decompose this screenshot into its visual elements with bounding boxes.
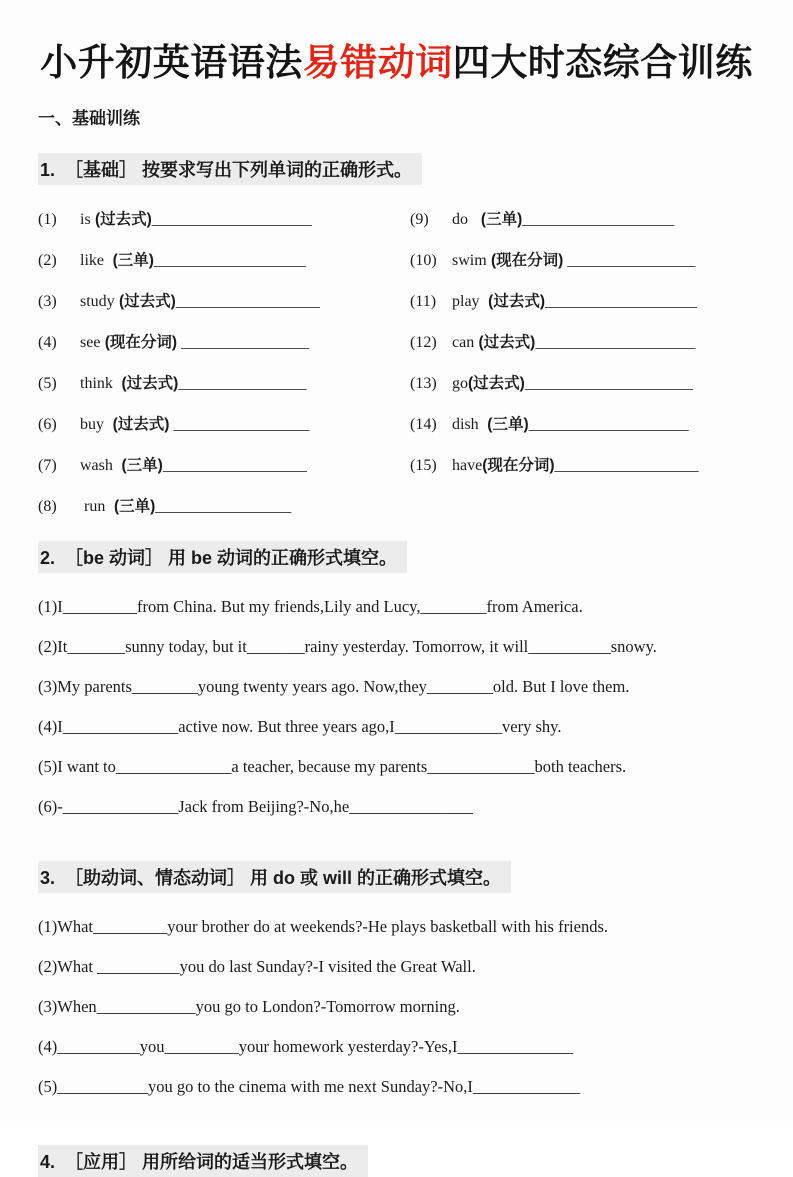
- word-item: [38, 494, 410, 516]
- word-form: (三单): [104, 252, 154, 269]
- word-word: see: [80, 334, 101, 351]
- word-item: [38, 371, 410, 393]
- word-blank: _________________: [155, 498, 292, 515]
- fill-in-sentence: (3)When____________you go to London?-Tomorrow morning.: [38, 997, 460, 1016]
- word-item: [38, 207, 410, 229]
- section-2-heading: 2. ［be 动词］ 用 be 动词的正确形式填空。: [38, 541, 407, 573]
- word-word: swim: [452, 252, 487, 269]
- sentence-list-3: [38, 917, 765, 1097]
- word-blank: __________________: [554, 457, 699, 474]
- word-blank: _________________: [169, 416, 310, 433]
- word-word: can: [452, 334, 475, 351]
- word-item: [410, 289, 765, 311]
- word-blank: ________________: [177, 334, 310, 351]
- word-blank: ____________________: [535, 334, 696, 351]
- fill-in-sentence: (1)I_________from China. But my friends,Lily and Lucy,________from America.: [38, 597, 583, 616]
- word-word: do: [452, 211, 468, 228]
- word-num: (6): [38, 416, 57, 433]
- fill-in-sentence: (1)What_________your brother do at weekends?-He plays basketball with his friends.: [38, 917, 609, 936]
- word-blank: ____________________: [528, 416, 689, 433]
- word-num: (15): [410, 457, 437, 474]
- fill-in-sentence: (4)__________you_________your homework yesterday?-Yes,I______________: [38, 1037, 573, 1056]
- word-form: (三单): [478, 416, 529, 433]
- word-blank: ___________________: [522, 211, 675, 228]
- word-list-right: [410, 207, 765, 535]
- title-highlight: 易错动词: [302, 42, 453, 83]
- word-item: [410, 412, 765, 434]
- page-title: [0, 0, 793, 86]
- word-item: [38, 330, 410, 352]
- word-blank: ________________: [563, 252, 696, 269]
- word-word: is: [80, 211, 91, 228]
- title-prefix: 小升初英语语法: [40, 42, 303, 83]
- word-num: (14): [410, 416, 437, 433]
- word-item: [410, 453, 765, 475]
- word-num: (4): [38, 334, 57, 351]
- fill-in-sentence: (6)-______________Jack from Beijing?-No,he_______________: [38, 797, 473, 816]
- word-form: (三单): [112, 457, 163, 474]
- word-form: (过去式): [114, 293, 176, 310]
- word-item: [410, 371, 765, 393]
- word-blank: __________________: [162, 457, 307, 474]
- word-num: (3): [38, 293, 57, 310]
- word-form: (现在分词): [100, 334, 178, 351]
- word-blank: ____________________: [151, 211, 312, 228]
- word-form: (现在分词): [482, 457, 555, 474]
- word-form: (过去式): [104, 416, 170, 433]
- word-list: [38, 207, 765, 535]
- word-item: [38, 453, 410, 475]
- word-word: like: [80, 252, 104, 269]
- word-word: buy: [80, 416, 104, 433]
- word-word: have: [452, 457, 483, 474]
- word-word: dish: [452, 416, 479, 433]
- word-num: (7): [38, 457, 57, 474]
- word-form: (过去式): [479, 293, 545, 310]
- section-3-heading: 3. ［助动词、情态动词］ 用 do 或 will 的正确形式填空。: [38, 861, 511, 893]
- word-num: (9): [410, 211, 429, 228]
- word-num: (10): [410, 252, 437, 269]
- word-blank: ___________________: [153, 252, 306, 269]
- word-form: (过去式): [474, 334, 536, 351]
- word-num: (11): [410, 293, 437, 310]
- word-form: (过去式): [468, 375, 525, 392]
- word-word: think: [80, 375, 113, 392]
- fill-in-sentence: (2)It_______sunny today, but it_______rainy yesterday. Tomorrow, it will__________snowy.: [38, 637, 657, 656]
- word-num: (1): [38, 211, 57, 228]
- word-item: [38, 412, 410, 434]
- word-word: run: [80, 498, 106, 515]
- fill-in-sentence: (3)My parents________young twenty years ago. Now,they________old. But I love them.: [38, 677, 630, 696]
- word-num: (12): [410, 334, 437, 351]
- word-list-left: [38, 207, 410, 535]
- word-num: (8): [38, 498, 57, 515]
- word-num: (2): [38, 252, 57, 269]
- fill-in-sentence: (2)What __________you do last Sunday?-I visited the Great Wall.: [38, 957, 476, 976]
- word-num: (5): [38, 375, 57, 392]
- fill-in-sentence: (4)I______________active now. But three years ago,I_____________very shy.: [38, 717, 562, 736]
- title-suffix: 四大时态综合训练: [452, 42, 753, 83]
- word-form: (过去式): [112, 375, 179, 392]
- section-1-heading: 1. ［基础］ 按要求写出下列单词的正确形式。: [38, 153, 422, 185]
- word-num: (13): [410, 375, 437, 392]
- word-item: [38, 248, 410, 270]
- word-form: (三单): [105, 498, 156, 515]
- word-item: [410, 330, 765, 352]
- word-item: [38, 289, 410, 311]
- word-form: (三单): [468, 211, 523, 228]
- word-blank: ________________: [178, 375, 307, 392]
- word-word: play: [452, 293, 480, 310]
- sentence-list-2: [38, 597, 765, 817]
- intro-heading: 一、基础训练: [38, 109, 140, 128]
- word-word: study: [80, 293, 115, 310]
- section-4-heading: 4. ［应用］ 用所给词的适当形式填空。: [38, 1145, 368, 1177]
- word-word: wash: [80, 457, 113, 474]
- word-form: (过去式): [90, 211, 152, 228]
- word-item: [410, 248, 765, 270]
- fill-in-sentence: (5)I want to______________a teacher, because my parents_____________both teachers.: [38, 757, 627, 776]
- fill-in-sentence: (5)___________you go to the cinema with me next Sunday?-No,I_____________: [38, 1077, 581, 1096]
- word-blank: _____________________: [524, 375, 693, 392]
- word-form: (现在分词): [486, 252, 564, 269]
- word-word: go: [452, 375, 468, 392]
- word-blank: ___________________: [544, 293, 697, 310]
- word-blank: __________________: [175, 293, 320, 310]
- word-item: [410, 207, 765, 229]
